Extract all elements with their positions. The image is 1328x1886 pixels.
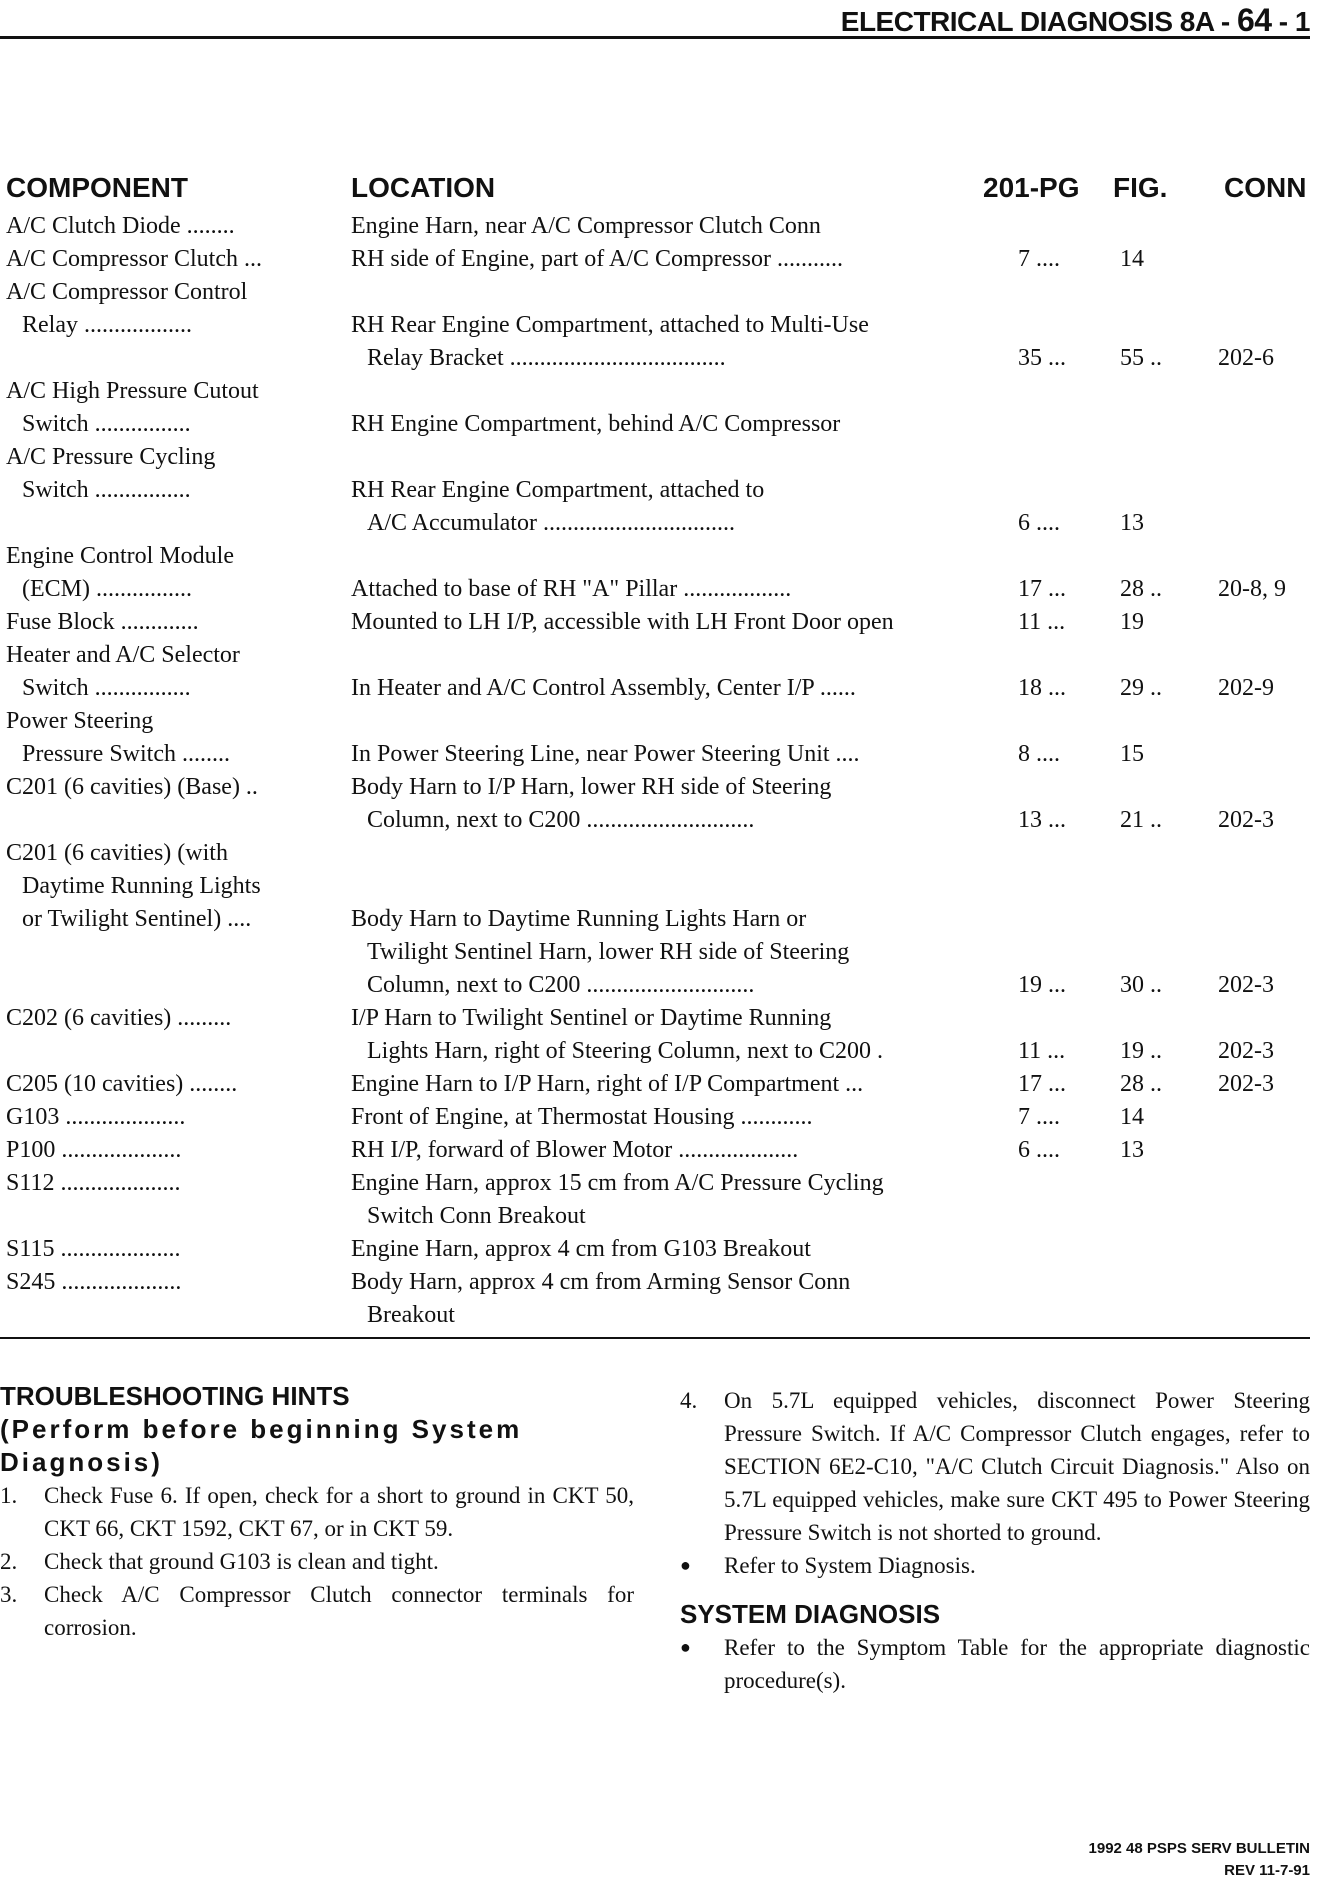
table-row-line <box>0 903 1310 936</box>
component-cell: S115 .................... <box>6 1236 181 1262</box>
fig-cell: 13 <box>1120 510 1144 536</box>
table-row-line <box>0 639 1310 672</box>
table-row <box>0 276 1310 375</box>
conn-cell: 20-8, 9 <box>1218 576 1286 602</box>
component-cell: Fuse Block ............. <box>6 609 199 635</box>
location-cell: RH Rear Engine Compartment, attached to <box>351 477 765 503</box>
conn-cell: 202-3 <box>1218 972 1274 998</box>
page-header <box>0 0 1310 40</box>
list-item <box>0 1479 634 1545</box>
conn-cell: 202-6 <box>1218 345 1274 371</box>
fig-cell: 28 .. <box>1120 1071 1162 1097</box>
pg201-cell: 35 ... <box>1018 345 1066 371</box>
table-row-line <box>0 276 1310 309</box>
table-row-line <box>0 342 1310 375</box>
system-diagnosis-heading: SYSTEM DIAGNOSIS <box>680 1599 941 1629</box>
table-row-line <box>0 441 1310 474</box>
location-cell: In Power Steering Line, near Power Steering Unit .... <box>351 741 860 767</box>
table-body <box>0 210 1310 1332</box>
table-row <box>0 837 1310 1002</box>
table-row-line <box>0 705 1310 738</box>
location-cell: Engine Harn to I/P Harn, right of I/P Compartment ... <box>351 1071 864 1097</box>
table-row-line <box>0 1200 1310 1233</box>
component-cell: A/C High Pressure Cutout <box>6 378 259 404</box>
location-cell: Engine Harn, approx 4 cm from G103 Breakout <box>351 1236 811 1262</box>
pg201-cell: 19 ... <box>1018 972 1066 998</box>
table-row <box>0 1068 1310 1101</box>
component-cell: Switch ................ <box>22 675 191 701</box>
component-cell: S112 .................... <box>6 1170 181 1196</box>
table-row-line <box>0 1068 1310 1101</box>
page-title <box>841 2 1310 39</box>
location-cell: Body Harn to Daytime Running Lights Harn or <box>351 906 807 932</box>
component-cell: Pressure Switch ........ <box>22 741 230 767</box>
header-rule <box>0 36 1310 39</box>
component-cell: C205 (10 cavities) ........ <box>6 1071 238 1097</box>
table-row <box>0 1167 1310 1233</box>
footer-revision: REV 11-7-91 <box>1224 1862 1310 1879</box>
conn-cell: 202-3 <box>1218 807 1274 833</box>
location-cell: RH I/P, forward of Blower Motor .................... <box>351 1137 799 1163</box>
conn-cell: 202-3 <box>1218 1038 1274 1064</box>
component-cell: A/C Compressor Control <box>6 279 248 305</box>
location-cell: Body Harn, approx 4 cm from Arming Sensor Conn <box>351 1269 851 1295</box>
list-item <box>680 1549 1310 1582</box>
table-row-line <box>0 1101 1310 1134</box>
table-row-line <box>0 474 1310 507</box>
table-row-line <box>0 1233 1310 1266</box>
location-cell: Twilight Sentinel Harn, lower RH side of Steering <box>367 939 850 965</box>
troubleshooting-heading: TROUBLESHOOTING HINTS <box>0 1381 350 1411</box>
location-cell: I/P Harn to Twilight Sentinel or Daytime Running <box>351 1005 832 1031</box>
table-row <box>0 210 1310 243</box>
list-item-text: Check Fuse 6. If open, check for a short to ground in CKT 50, CKT 66, CKT 1592, CKT 67, or in CKT 59. <box>44 1483 634 1541</box>
component-cell: Power Steering <box>6 708 154 734</box>
fig-cell: 55 .. <box>1120 345 1162 371</box>
system-diagnosis-list <box>680 1631 1310 1697</box>
component-cell: Switch ................ <box>22 411 191 437</box>
footer-bulletin: 1992 48 PSPS SERV BULLETIN <box>1088 1840 1310 1857</box>
header-conn: CONN <box>1224 172 1307 203</box>
location-cell: Column, next to C200 ............................ <box>367 807 755 833</box>
fig-cell: 28 .. <box>1120 576 1162 602</box>
pg201-cell: 17 ... <box>1018 576 1066 602</box>
list-item <box>680 1384 1310 1549</box>
location-cell: Attached to base of RH "A" Pillar .................. <box>351 576 792 602</box>
list-marker: 2. <box>0 1549 18 1574</box>
component-cell: Engine Control Module <box>6 543 234 569</box>
table-row-line <box>0 243 1310 276</box>
component-cell: (ECM) ................ <box>22 576 192 602</box>
table-row-line <box>0 1266 1310 1299</box>
header-201-pg: 201-PG <box>983 172 1080 203</box>
pg201-cell: 13 ... <box>1018 807 1066 833</box>
location-cell: Relay Bracket .................................... <box>367 345 726 371</box>
component-cell: P100 .................... <box>6 1137 182 1163</box>
table-row-line <box>0 1134 1310 1167</box>
list-item <box>680 1631 1310 1697</box>
fig-cell: 14 <box>1120 246 1144 272</box>
table-row <box>0 375 1310 441</box>
table-row <box>0 540 1310 606</box>
pg201-cell: 11 ... <box>1018 609 1066 635</box>
table-row-line <box>0 1299 1310 1332</box>
table-row-line <box>0 936 1310 969</box>
conn-cell: 202-3 <box>1218 1071 1274 1097</box>
pg201-cell: 18 ... <box>1018 675 1066 701</box>
table-row-line <box>0 969 1310 1002</box>
table-row <box>0 1134 1310 1167</box>
table-row <box>0 441 1310 540</box>
fig-cell: 19 .. <box>1120 1038 1162 1064</box>
component-cell: A/C Compressor Clutch ... <box>6 246 262 272</box>
table-row-line <box>0 672 1310 705</box>
table-row-line <box>0 210 1310 243</box>
fig-cell: 19 <box>1120 609 1144 635</box>
list-item <box>0 1545 634 1578</box>
bullet-icon: ● <box>680 1637 691 1657</box>
component-cell: Daytime Running Lights <box>22 873 261 899</box>
table-row-line <box>0 1035 1310 1068</box>
list-item-text: Refer to System Diagnosis. <box>724 1553 976 1578</box>
table-row <box>0 1233 1310 1266</box>
table-row <box>0 606 1310 639</box>
location-cell: Body Harn to I/P Harn, lower RH side of Steering <box>351 774 832 800</box>
list-item-text: Check that ground G103 is clean and tight. <box>44 1549 439 1574</box>
component-cell: or Twilight Sentinel) .... <box>22 906 252 932</box>
title-prefix: ELECTRICAL DIAGNOSIS 8A - <box>840 6 1237 37</box>
pg201-cell: 7 .... <box>1018 246 1060 272</box>
location-cell: Column, next to C200 ............................ <box>367 972 755 998</box>
list-marker: 4. <box>680 1388 698 1413</box>
location-cell: Switch Conn Breakout <box>367 1203 586 1229</box>
component-cell: Switch ................ <box>22 477 191 503</box>
component-cell: Heater and A/C Selector <box>6 642 240 668</box>
table-row-line <box>0 507 1310 540</box>
location-cell: Mounted to LH I/P, accessible with LH Front Door open <box>351 609 894 635</box>
component-location-table <box>0 172 1310 1332</box>
table-row-line <box>0 870 1310 903</box>
fig-cell: 15 <box>1120 741 1144 767</box>
table-row <box>0 1002 1310 1068</box>
location-cell: RH Rear Engine Compartment, attached to Multi-Use <box>351 312 869 338</box>
fig-cell: 13 <box>1120 1137 1144 1163</box>
table-row <box>0 705 1310 771</box>
pg201-cell: 7 .... <box>1018 1104 1060 1130</box>
fig-cell: 30 .. <box>1120 972 1162 998</box>
list-item-text: On 5.7L equipped vehicles, disconnect Power Steering Pressure Switch. If A/C Compressor Clutch engages, refer to SECTION 6E2-C10, "A/C Clutch Circuit Diagnosis." Also on 5.7L equipped vehicles, make sure CKT 495 to Power Steering Pressure Switch is not shorted to ground. <box>724 1388 1310 1545</box>
troubleshooting-list <box>0 1479 634 1644</box>
pg201-cell: 11 ... <box>1018 1038 1066 1064</box>
component-cell: A/C Clutch Diode ........ <box>6 213 235 239</box>
pg201-cell: 6 .... <box>1018 510 1060 536</box>
component-cell: Relay .................. <box>22 312 192 338</box>
table-row <box>0 1266 1310 1332</box>
component-cell: C201 (6 cavities) (Base) .. <box>6 774 258 800</box>
fig-cell: 21 .. <box>1120 807 1162 833</box>
table-header <box>0 172 1310 210</box>
table-row-line <box>0 804 1310 837</box>
title-suffix: - 1 <box>1271 6 1310 37</box>
component-cell: G103 .................... <box>6 1104 186 1130</box>
table-row-line <box>0 540 1310 573</box>
pg201-cell: 6 .... <box>1018 1137 1060 1163</box>
table-row-line <box>0 837 1310 870</box>
troubleshooting-subheading: (Perform before beginning System Diagnosis) <box>0 1414 523 1477</box>
header-location: LOCATION <box>351 172 496 203</box>
troubleshooting-section <box>0 1380 634 1644</box>
location-cell: A/C Accumulator ................................ <box>367 510 735 536</box>
list-marker: 3. <box>0 1582 18 1607</box>
list-item-text: Refer to the Symptom Table for the appropriate diagnostic procedure(s). <box>724 1635 1310 1693</box>
table-row-line <box>0 375 1310 408</box>
location-cell: RH Engine Compartment, behind A/C Compressor <box>351 411 841 437</box>
component-cell: A/C Pressure Cycling <box>6 444 216 470</box>
location-cell: Engine Harn, near A/C Compressor Clutch Conn <box>351 213 821 239</box>
header-component: COMPONENT <box>6 172 188 203</box>
location-cell: Engine Harn, approx 15 cm from A/C Pressure Cycling <box>351 1170 884 1196</box>
component-cell: C201 (6 cavities) (with <box>6 840 228 866</box>
table-row <box>0 1101 1310 1134</box>
fig-cell: 14 <box>1120 1104 1144 1130</box>
list-item <box>0 1578 634 1644</box>
right-column <box>680 1384 1310 1697</box>
table-row <box>0 243 1310 276</box>
header-fig: FIG. <box>1113 172 1168 203</box>
table-row-line <box>0 771 1310 804</box>
bullet-icon: ● <box>680 1555 691 1575</box>
component-cell: S245 .................... <box>6 1269 182 1295</box>
table-row <box>0 639 1310 705</box>
table-row-line <box>0 606 1310 639</box>
location-cell: RH side of Engine, part of A/C Compressor ........... <box>351 246 843 272</box>
list-item-text: Check A/C Compressor Clutch connector terminals for corrosion. <box>44 1582 634 1640</box>
table-row-line <box>0 738 1310 771</box>
list-marker: 1. <box>0 1483 18 1508</box>
conn-cell: 202-9 <box>1218 675 1274 701</box>
table-row-line <box>0 1167 1310 1200</box>
troubleshooting-list-continued <box>680 1384 1310 1582</box>
table-row-line <box>0 573 1310 606</box>
title-page-number: 64 <box>1236 2 1272 38</box>
location-cell: Breakout <box>367 1302 455 1328</box>
table-row-line <box>0 309 1310 342</box>
table-row <box>0 771 1310 837</box>
table-row-line <box>0 1002 1310 1035</box>
location-cell: Lights Harn, right of Steering Column, next to C200 . <box>367 1038 883 1064</box>
table-bottom-rule <box>0 1337 1310 1339</box>
pg201-cell: 8 .... <box>1018 741 1060 767</box>
page-footer <box>1089 1838 1310 1882</box>
pg201-cell: 17 ... <box>1018 1071 1066 1097</box>
table-row-line <box>0 408 1310 441</box>
component-cell: C202 (6 cavities) ......... <box>6 1005 232 1031</box>
location-cell: Front of Engine, at Thermostat Housing ............ <box>351 1104 813 1130</box>
fig-cell: 29 .. <box>1120 675 1162 701</box>
location-cell: In Heater and A/C Control Assembly, Center I/P ...... <box>351 675 856 701</box>
